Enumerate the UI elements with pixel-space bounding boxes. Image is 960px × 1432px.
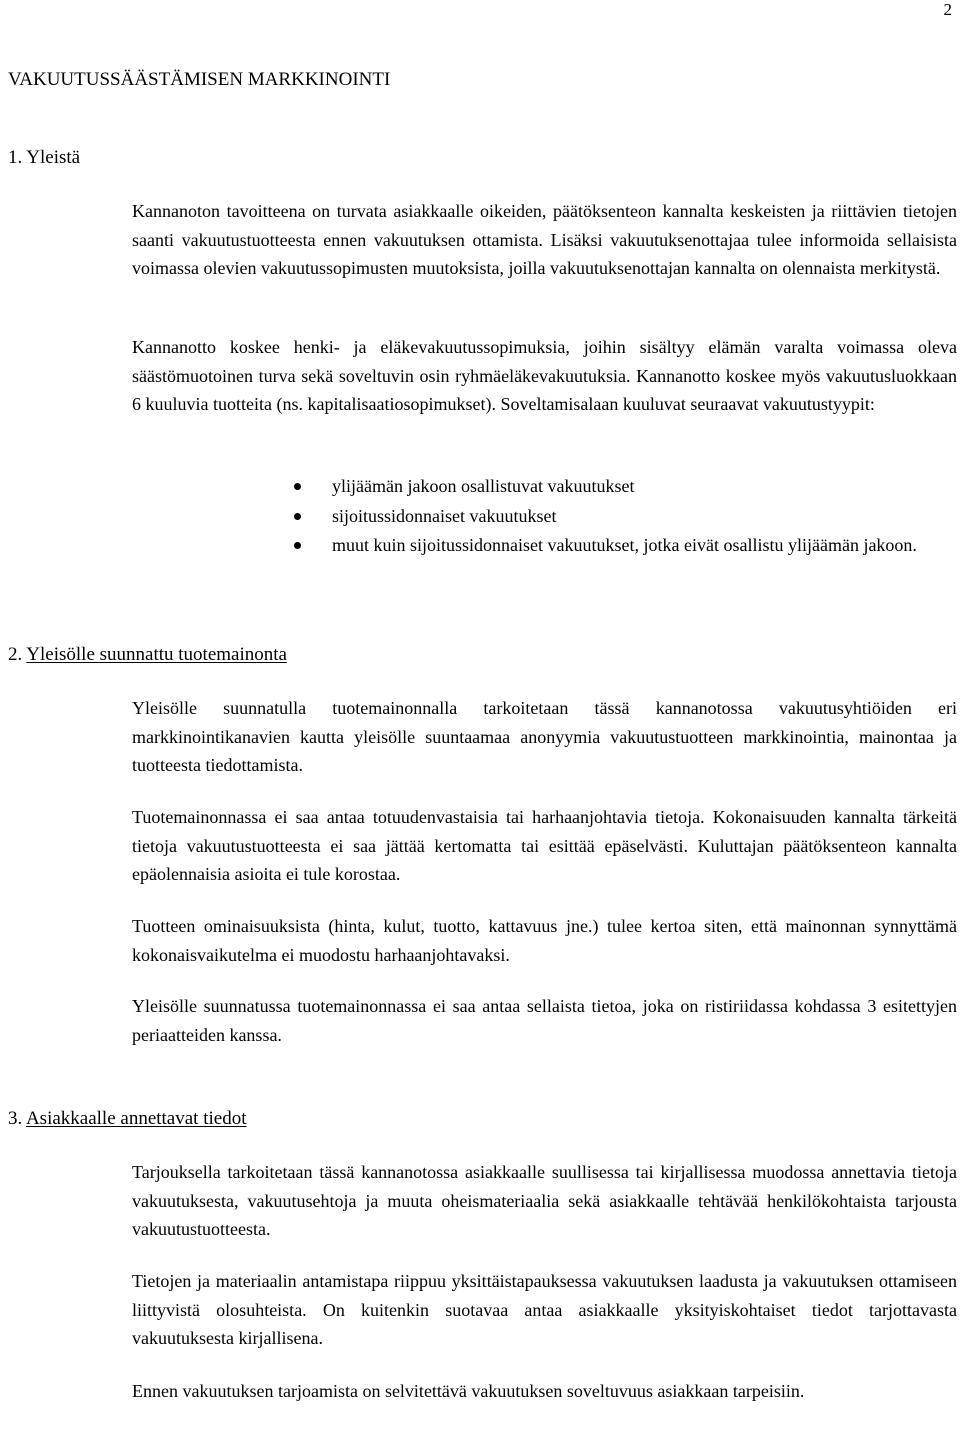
list-item-text: muut kuin sijoitussidonnaiset vakuutukset, jotka eivät osallistu ylijäämän jakoon.: [332, 535, 917, 555]
section-number: 1.: [8, 147, 23, 168]
paragraph: Yleisölle suunnatussa tuotemainonnassa ei saa antaa sellaista tietoa, joka on ristiriidassa kohdassa 3 esitettyjen periaatteiden kanssa.: [132, 996, 957, 1045]
list-item: [290, 502, 957, 532]
bullet-icon: [294, 542, 301, 549]
section-heading-asiakkaalle-tiedot: [8, 1106, 246, 1132]
paragraph: Yleisölle suunnatulla tuotemainonnalla tarkoitetaan tässä kannanotossa vakuutusyhtiöiden eri markkinointikanavien kautta yleisölle suuntaamaa anonyymia vakuutustuotteen markkinointia, mainontaa ja tuotteesta tiedottamista.: [132, 698, 957, 775]
paragraph: Tietojen ja materiaalin antamistapa riippuu yksittäistapauksessa vakuutuksen laadusta ja vakuutuksen ottamiseen liittyvistä olosuhteista. On kuitenkin suotavaa antaa asiakkaalle yksityiskohtaiset tiedot tarjottavasta vakuutuksesta kirjallisena.: [132, 1271, 957, 1348]
paragraph: Tuotemainonnassa ei saa antaa totuudenvastaisia tai harhaanjohtavia tietoja. Kokonaisuuden kannalta tärkeitä tietoja vakuutustuotteesta ei saa jättää kertomatta tai esittää epäselvästi. Kuluttajan päätöksenteon kannalta epäolennaisia asioita ei tule korostaa.: [132, 807, 957, 884]
section-title: Yleisölle suunnattu tuotemainonta: [26, 644, 287, 665]
section-heading-tuotemainonta: [8, 642, 287, 668]
section-title: Asiakkaalle annettavat tiedot: [25, 1108, 247, 1129]
paragraph: Kannanotto koskee henki- ja eläkevakuutussopimuksia, joihin sisältyy elämän varalta voimassa oleva säästömuotoinen turva sekä soveltuvin osin ryhmäeläkevakuutuksia. Kannanotto koskee myös vakuutusluokkaan 6 kuuluvia tuotteita (ns. kapitalisaatiosopimukset). Soveltamisalaan kuuluvat seuraavat vakuutustyypit:: [132, 337, 957, 414]
section-title: Yleistä: [26, 147, 81, 168]
list-item: [290, 531, 957, 561]
scope-bullet-list: [290, 472, 957, 561]
list-item: [290, 472, 957, 502]
paragraph: Tuotteen ominaisuuksista (hinta, kulut, tuotto, kattavuus jne.) tulee kertoa siten, että mainonnan synnyttämä kokonaisvaikutelma ei muodostu harhaanjohtavaksi.: [132, 916, 957, 965]
list-item-text: ylijäämän jakoon osallistuvat vakuutukset: [332, 476, 635, 496]
bullet-icon: [294, 513, 301, 520]
paragraph: Ennen vakuutuksen tarjoamista on selvitettävä vakuutuksen soveltuvuus asiakkaan tarpeisiin.: [132, 1381, 805, 1401]
page-number: 2: [943, 0, 952, 19]
paragraph: Tarjouksella tarkoitetaan tässä kannanotossa asiakkaalle suullisessa tai kirjallisessa muodossa annettavia tietoja vakuutuksesta, vakuutusehtoja ja muuta oheismateriaalia sekä asiakkaalle tehtävää henkilökohtaista tarjousta vakuutustuotteesta.: [132, 1162, 957, 1239]
list-item-text: sijoitussidonnaiset vakuutukset: [332, 505, 557, 526]
bullet-icon: [294, 483, 301, 490]
section-number: 3.: [8, 1108, 23, 1129]
paragraph: Kannanoton tavoitteena on turvata asiakkaalle oikeiden, päätöksenteon kannalta keskeisten ja riittävien tietojen saanti vakuutustuotteesta ennen vakuutuksen ottamista. Lisäksi vakuutuksenottajaa tulee informoida sellaisista voimassa olevien vakuutussopimusten muutoksista, joilla vakuutuksenottajan kannalta on olennaista merkitystä.: [132, 201, 957, 278]
section-heading-yleista: [8, 145, 80, 171]
section-number: 2.: [8, 644, 23, 665]
document-title: VAKUUTUSSÄÄSTÄMISEN MARKKINOINTI: [8, 69, 391, 90]
